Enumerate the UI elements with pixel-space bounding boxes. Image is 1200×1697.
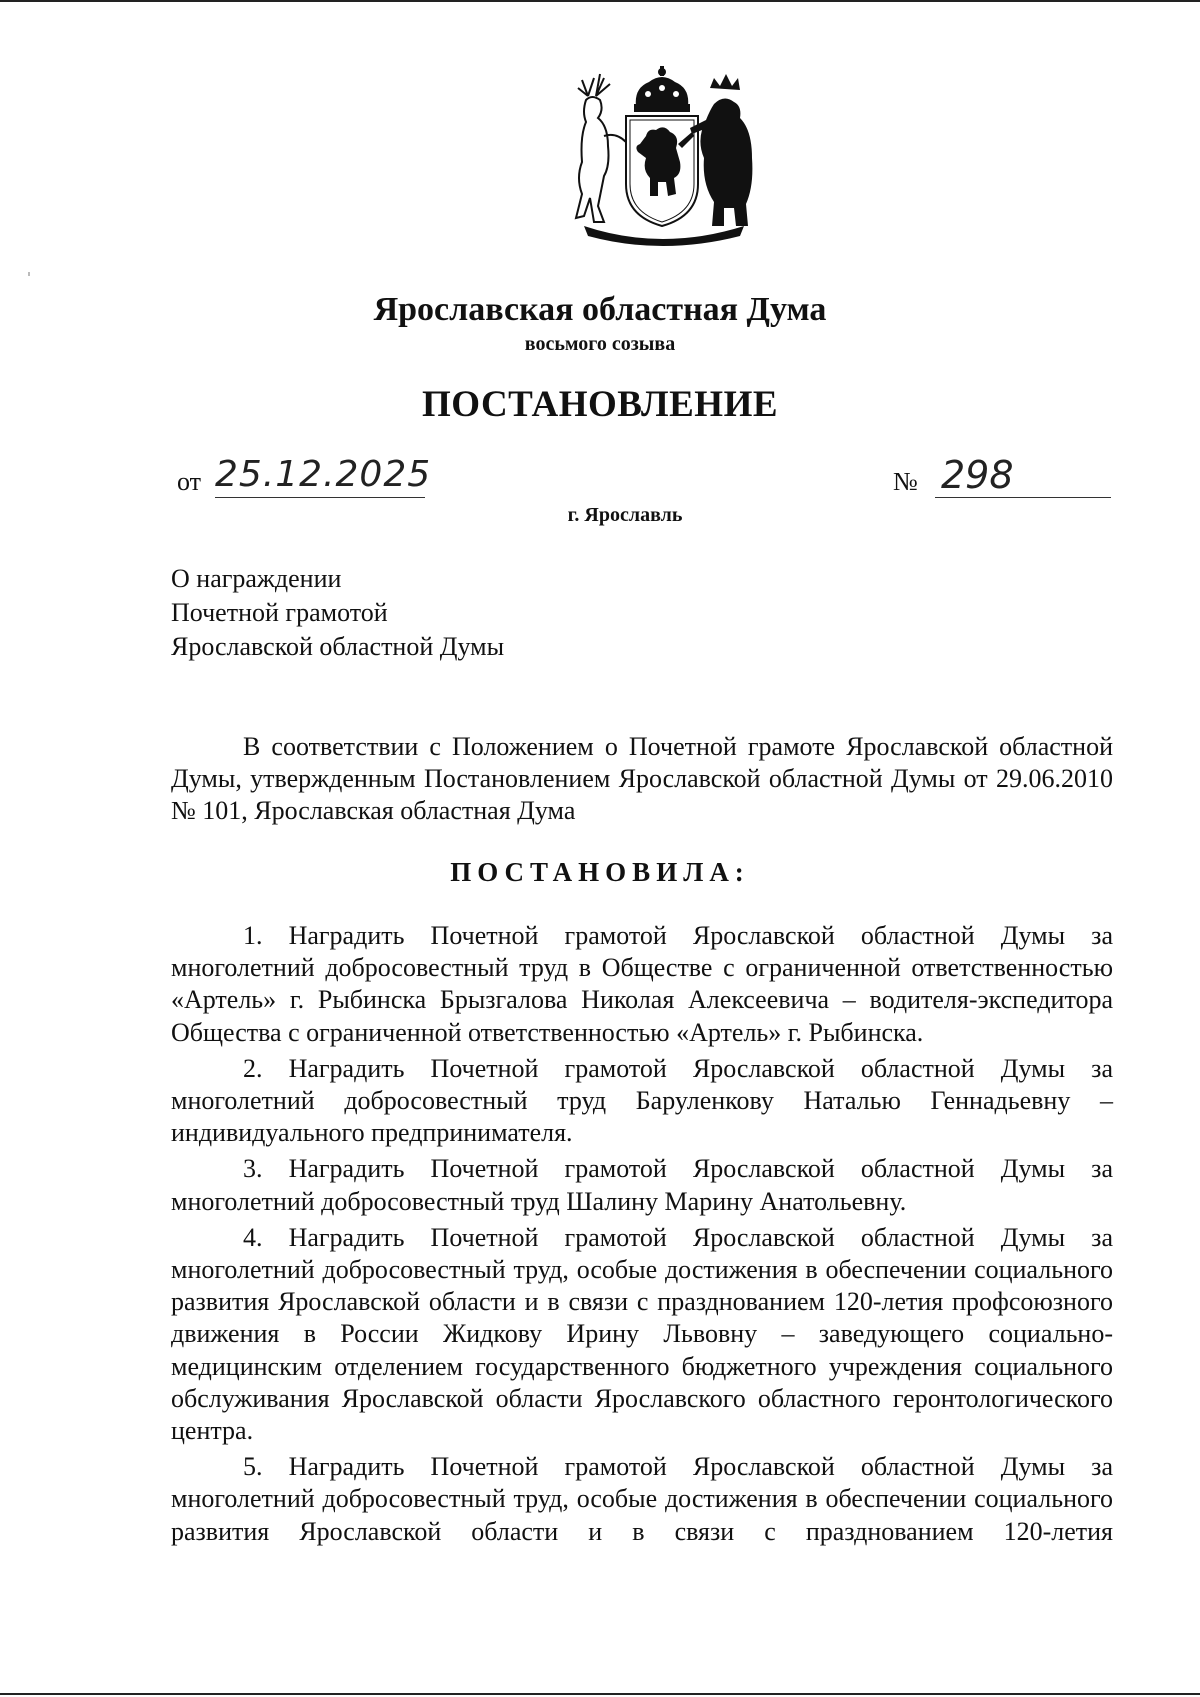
date-block xyxy=(177,455,437,501)
coat-of-arms-icon xyxy=(564,66,760,246)
resolution-item-2: 2. Наградить Почетной грамотой Ярославской областной Думы за многолетний добросовестный труд Баруленкову Наталью Геннадьевну – индивидуального предпринимателя. xyxy=(171,1053,1113,1148)
subject-line: Почетной грамотой xyxy=(171,598,388,627)
resolved-heading: ПОСТАНОВИЛА: xyxy=(450,857,750,887)
crown-icon xyxy=(634,66,690,112)
intro-paragraph-block xyxy=(171,731,1113,828)
intro-paragraph: В соответствии с Положением о Почетной грамоте Ярославской областной Думы, утвержденным Постановлением Ярославской областной Думы от 29.06.2010 № 101, Ярославская областная Дума xyxy=(171,732,1113,826)
date-label: от xyxy=(177,467,202,496)
resolution-items xyxy=(171,920,1113,1552)
scan-artifact xyxy=(28,272,30,276)
handwritten-date: 25.12.2025 xyxy=(215,455,425,498)
city-label: г. Ярославль xyxy=(567,504,683,526)
resolution-item-4: 4. Наградить Почетной грамотой Ярославской областной Думы за многолетний добросовестный труд, особые достижения в обеспечении социального развития Ярославской области и в связи с празднованием 120-летия профсоюзного движения в России Жидкову Ирину Львовну – заведующего социально-медицинским отделением государственного бюджетного учреждения социального обслуживания Ярославской области Ярославского областного геронтологического центра. xyxy=(171,1222,1113,1446)
number-label: № xyxy=(893,467,918,496)
subject-block xyxy=(171,562,504,664)
bear-supporter xyxy=(690,74,752,226)
resolution-item-5: 5. Наградить Почетной грамотой Ярославской областной Думы за многолетний добросовестный труд, особые достижения в обеспечении социального развития Ярославской области и в связи с празднованием 120-летия xyxy=(171,1452,1113,1546)
deer-supporter xyxy=(576,74,626,222)
document-type-title: ПОСТАНОВЛЕНИЕ xyxy=(421,384,779,425)
scan-edge-top xyxy=(0,0,1200,2)
subject-line: Ярославской областной Думы xyxy=(171,632,505,661)
number-block xyxy=(893,455,1113,501)
convocation-label: восьмого созыва xyxy=(524,333,676,355)
resolution-item-3: 3. Наградить Почетной грамотой Ярославской областной Думы за многолетний добросовестный труд Шалину Марину Анатольевну. xyxy=(171,1154,1113,1216)
handwritten-number: 298 xyxy=(935,455,1111,498)
organization-name: Ярославская областная Дума xyxy=(373,291,827,328)
scan-edge-bottom xyxy=(0,1693,1200,1695)
subject-line: О награждении xyxy=(171,564,342,593)
resolution-item-1: 1. Наградить Почетной грамотой Ярославской областной Думы за многолетний добросовестный труд в Обществе с ограниченной ответственностью «Артель» г. Рыбинска Брызгалова Николая Алексеевича – водителя-экспедитора Общества с ограниченной ответственностью «Артель» г. Рыбинска. xyxy=(171,921,1113,1047)
